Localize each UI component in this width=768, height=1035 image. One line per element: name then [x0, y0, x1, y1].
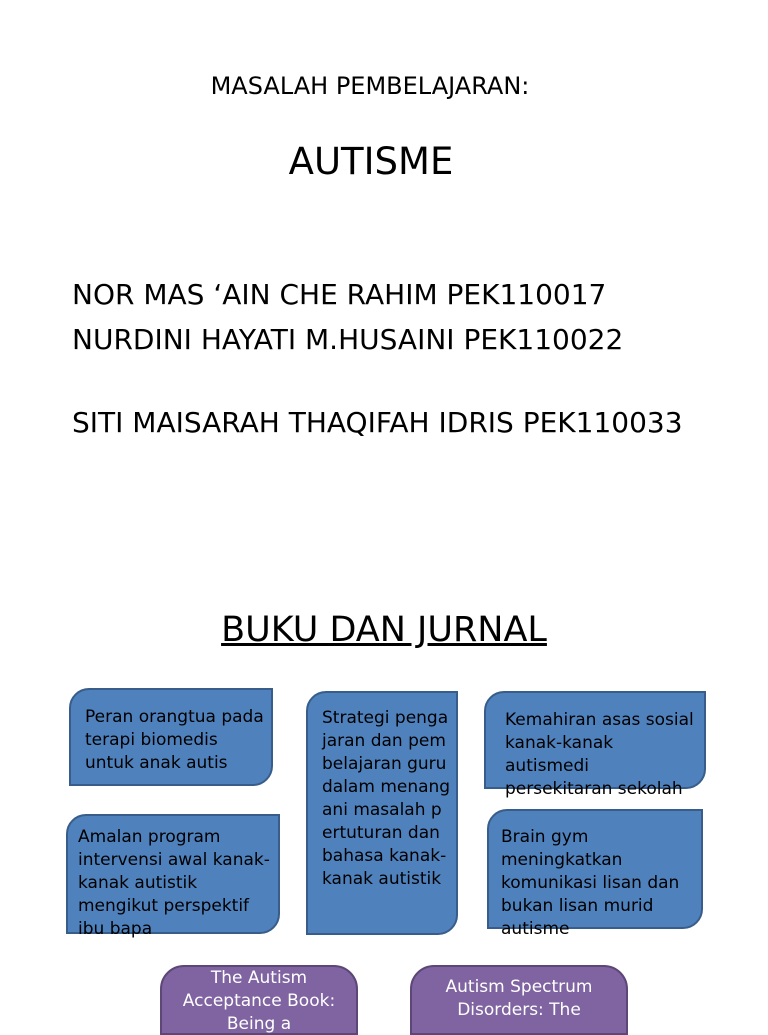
slide-title: AUTISME — [288, 140, 454, 183]
section-heading: BUKU DAN JURNAL — [221, 610, 547, 650]
author-line-1: NOR MAS ‘AIN CHE RAHIM PEK110017 — [72, 278, 607, 311]
author-line-2: NURDINI HAYATI M.HUSAINI PEK110022 — [72, 323, 624, 356]
slide-subtitle: MASALAH PEMBELAJARAN: — [210, 72, 530, 100]
reference-box-strategi-pengajaran: Strategi pengajaran dan pembelajaran guru dalam menangani masalah pertuturan dan bahasa kanak-kanak autistik — [306, 691, 458, 935]
reference-box-peran-orangtua: Peran orangtua pada terapi biomedis untuk anak autis — [69, 688, 273, 786]
reference-box-kemahiran-sosial: Kemahiran asas sosial kanak-kanak autismedi persekitaran sekolah — [484, 691, 706, 789]
book-box-autism-spectrum: Autism Spectrum Disorders: The — [410, 965, 628, 1035]
reference-box-amalan-program: Amalan program intervensi awal kanak-kanak autistik mengikut perspektif ibu bapa — [66, 814, 280, 934]
reference-box-brain-gym: Brain gym meningkatkan komunikasi lisan dan bukan lisan murid autisme — [487, 809, 703, 929]
book-box-autism-acceptance: The Autism Acceptance Book: Being a — [160, 965, 358, 1035]
author-line-3: SITI MAISARAH THAQIFAH IDRIS PEK110033 — [72, 406, 683, 439]
